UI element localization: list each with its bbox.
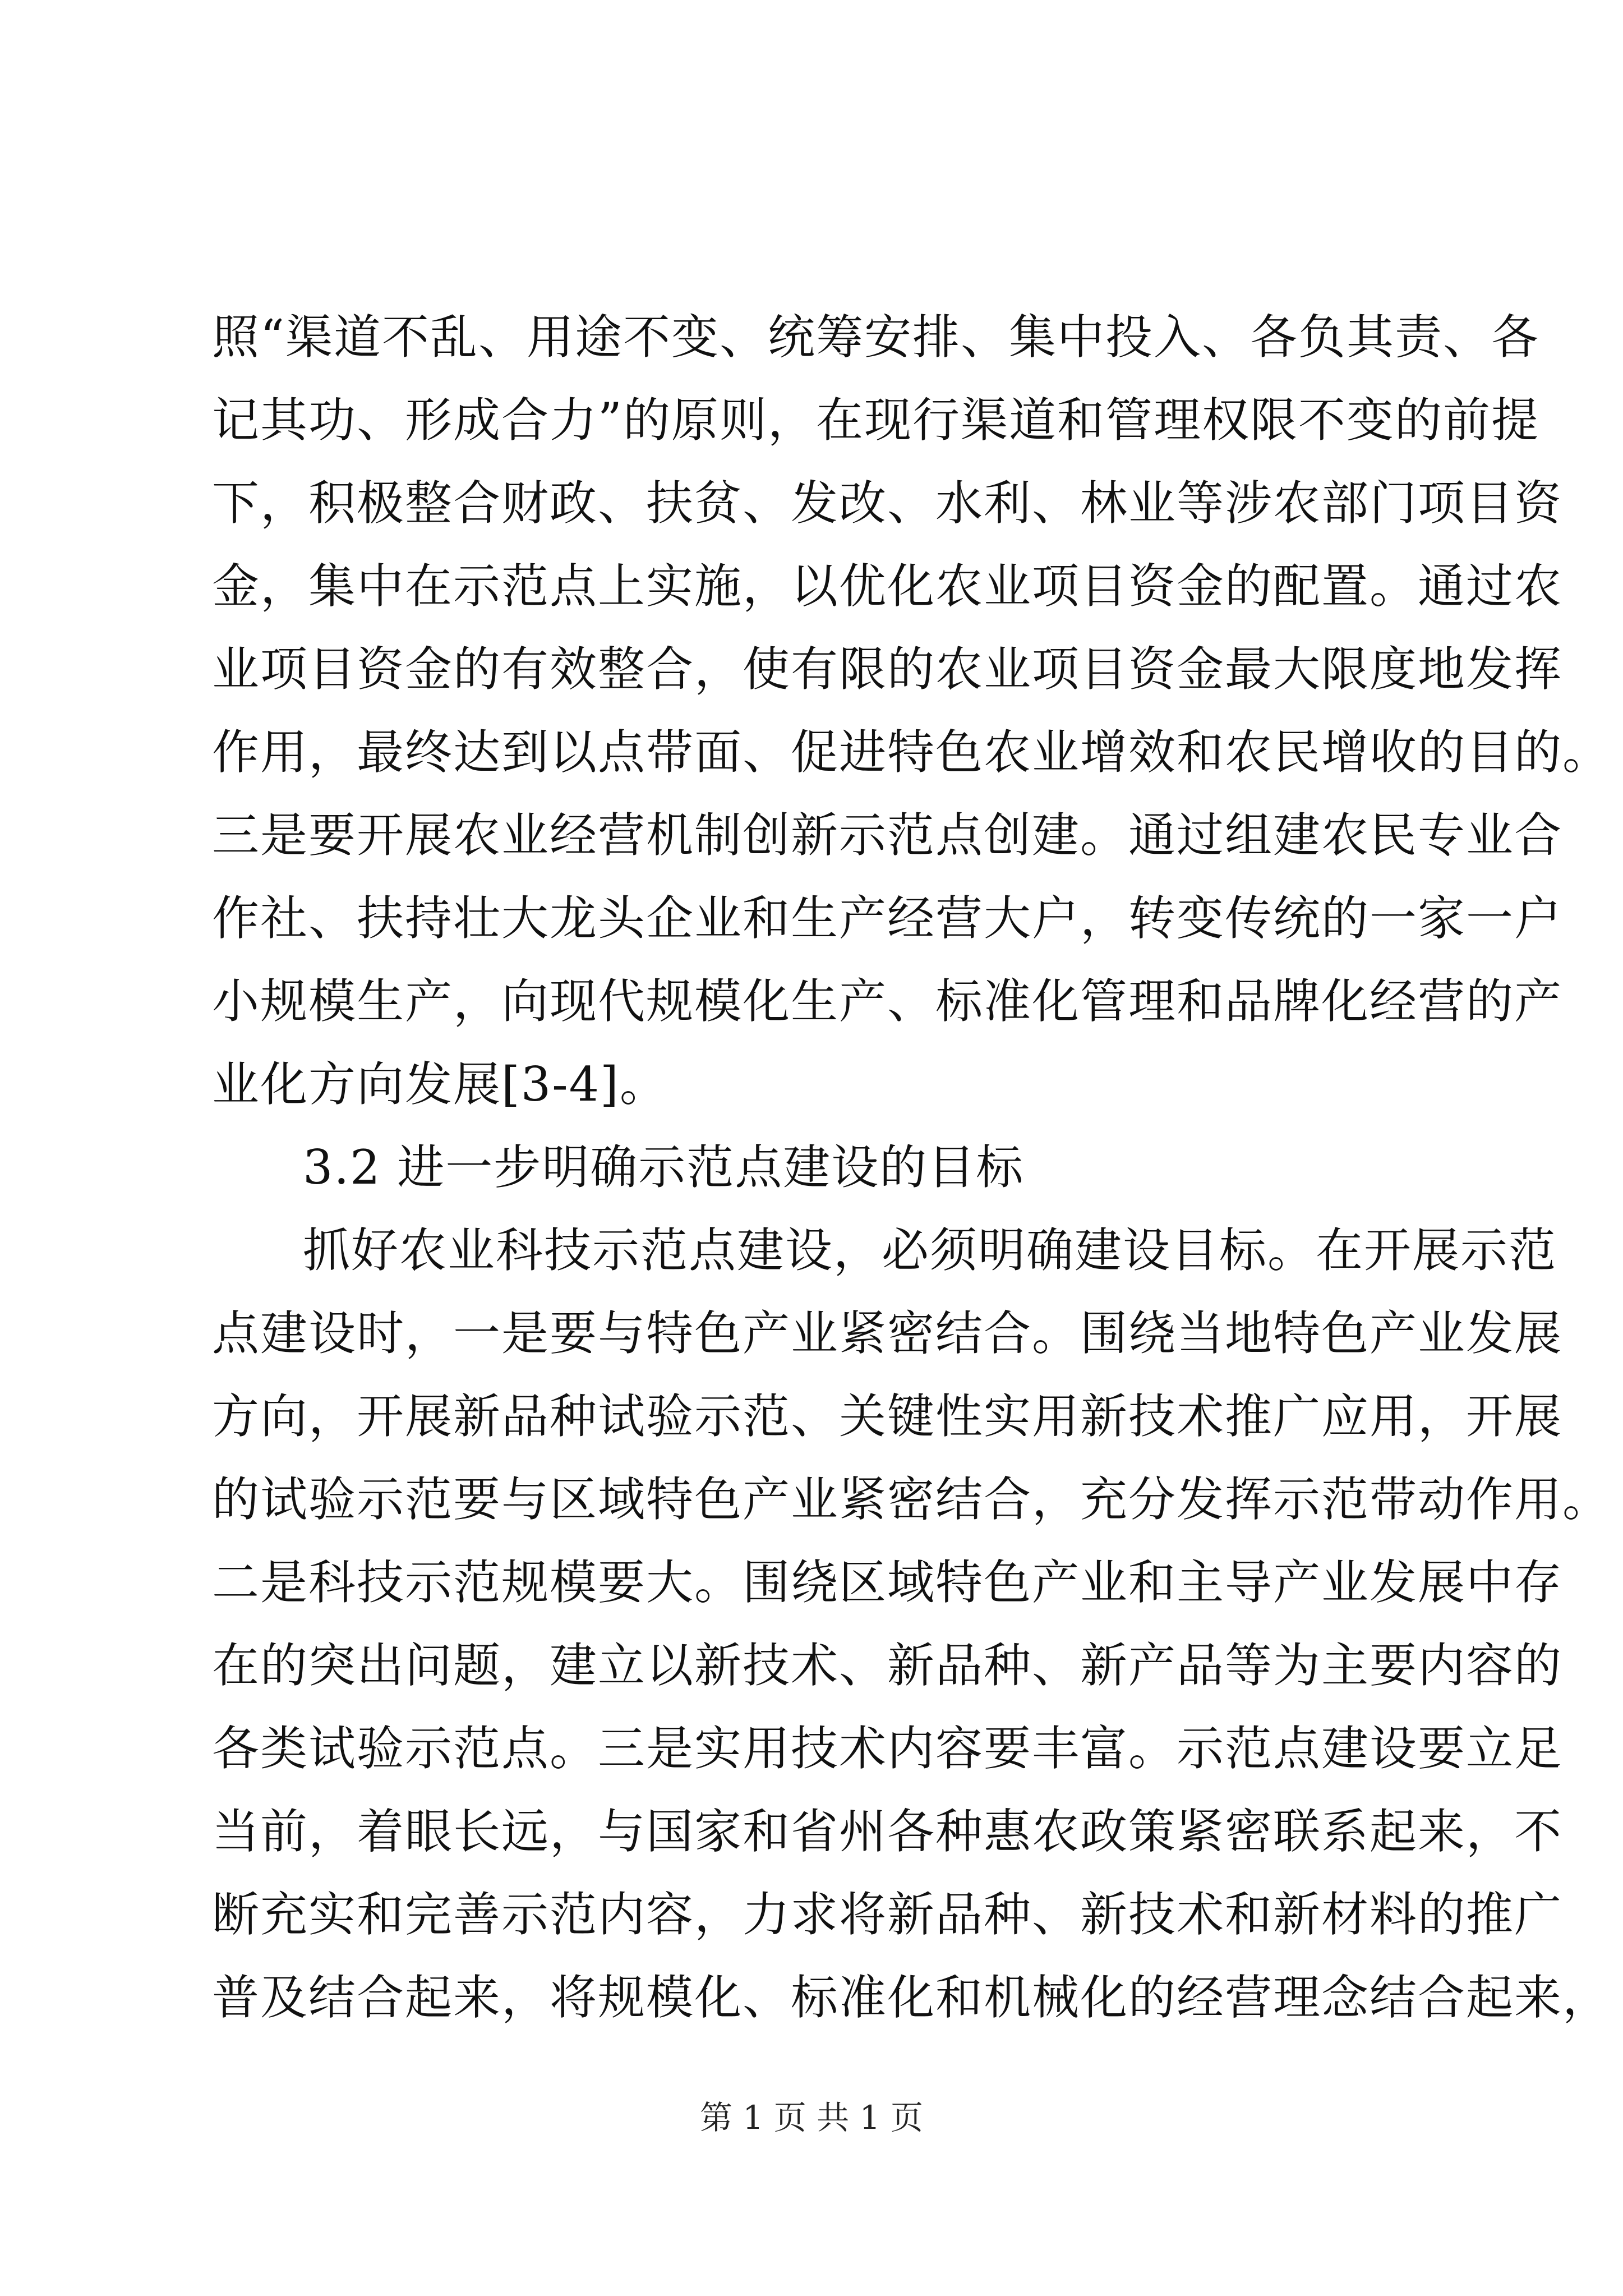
section-heading: 3.2 进一步明确示范点建设的目标 (303, 1140, 1025, 1195)
paragraph-line: 当前，着眼长远，与国家和省州各种惠农政策紧密联系起来，不 (212, 1804, 1563, 1859)
paragraph-line: 三是要开展农业经营机制创新示范点创建。通过组建农民专业合 (212, 808, 1563, 863)
paragraph-line: 点建设时，一是要与特色产业紧密结合。围绕当地特色产业发展 (212, 1306, 1563, 1361)
paragraph-line: 金，集中在示范点上实施，以优化农业项目资金的配置。通过农 (212, 559, 1563, 614)
paragraph-line: 二是科技示范规模要大。围绕区域特色产业和主导产业发展中存 (212, 1555, 1563, 1610)
paragraph-line: 抓好农业科技示范点建设，必须明确建设目标。在开展示范 (303, 1223, 1557, 1278)
paragraph-line: 断充实和完善示范内容，力求将新品种、新技术和新材料的推广 (212, 1887, 1563, 1942)
paragraph-line: 照“渠道不乱、用途不变、统筹安排、集中投入、各负其责、各 (212, 310, 1539, 365)
paragraph-line: 方向，开展新品种试验示范、关键性实用新技术推广应用，开展 (212, 1389, 1563, 1444)
paragraph-line: 的试验示范要与区域特色产业紧密结合，充分发挥示范带动作用。 (212, 1472, 1611, 1527)
paragraph-line: 各类试验示范点。三是实用技术内容要丰富。示范点建设要立足 (212, 1721, 1563, 1776)
paragraph-line: 业项目资金的有效整合，使有限的农业项目资金最大限度地发挥 (212, 642, 1563, 697)
paragraph-line: 作用，最终达到以点带面、促进特色农业增效和农民增收的目的。 (212, 725, 1611, 780)
page-footer: 第 1 页 共 1 页 (700, 2099, 923, 2137)
paragraph-line: 作社、扶持壮大龙头企业和生产经营大户，转变传统的一家一户 (212, 891, 1563, 946)
paragraph-line: 下，积极整合财政、扶贫、发改、水利、林业等涉农部门项目资 (212, 476, 1563, 531)
paragraph-line: 记其功、形成合力”的原则，在现行渠道和管理权限不变的前提 (212, 393, 1539, 448)
paragraph-line: 在的突出问题，建立以新技术、新品种、新产品等为主要内容的 (212, 1638, 1563, 1693)
paragraph-line: 普及结合起来，将规模化、标准化和机械化的经营理念结合起来， (212, 1970, 1611, 2025)
paragraph-line: 小规模生产，向现代规模化生产、标准化管理和品牌化经营的产 (212, 974, 1563, 1029)
paragraph-line: 业化方向发展[3-4]。 (212, 1057, 668, 1112)
